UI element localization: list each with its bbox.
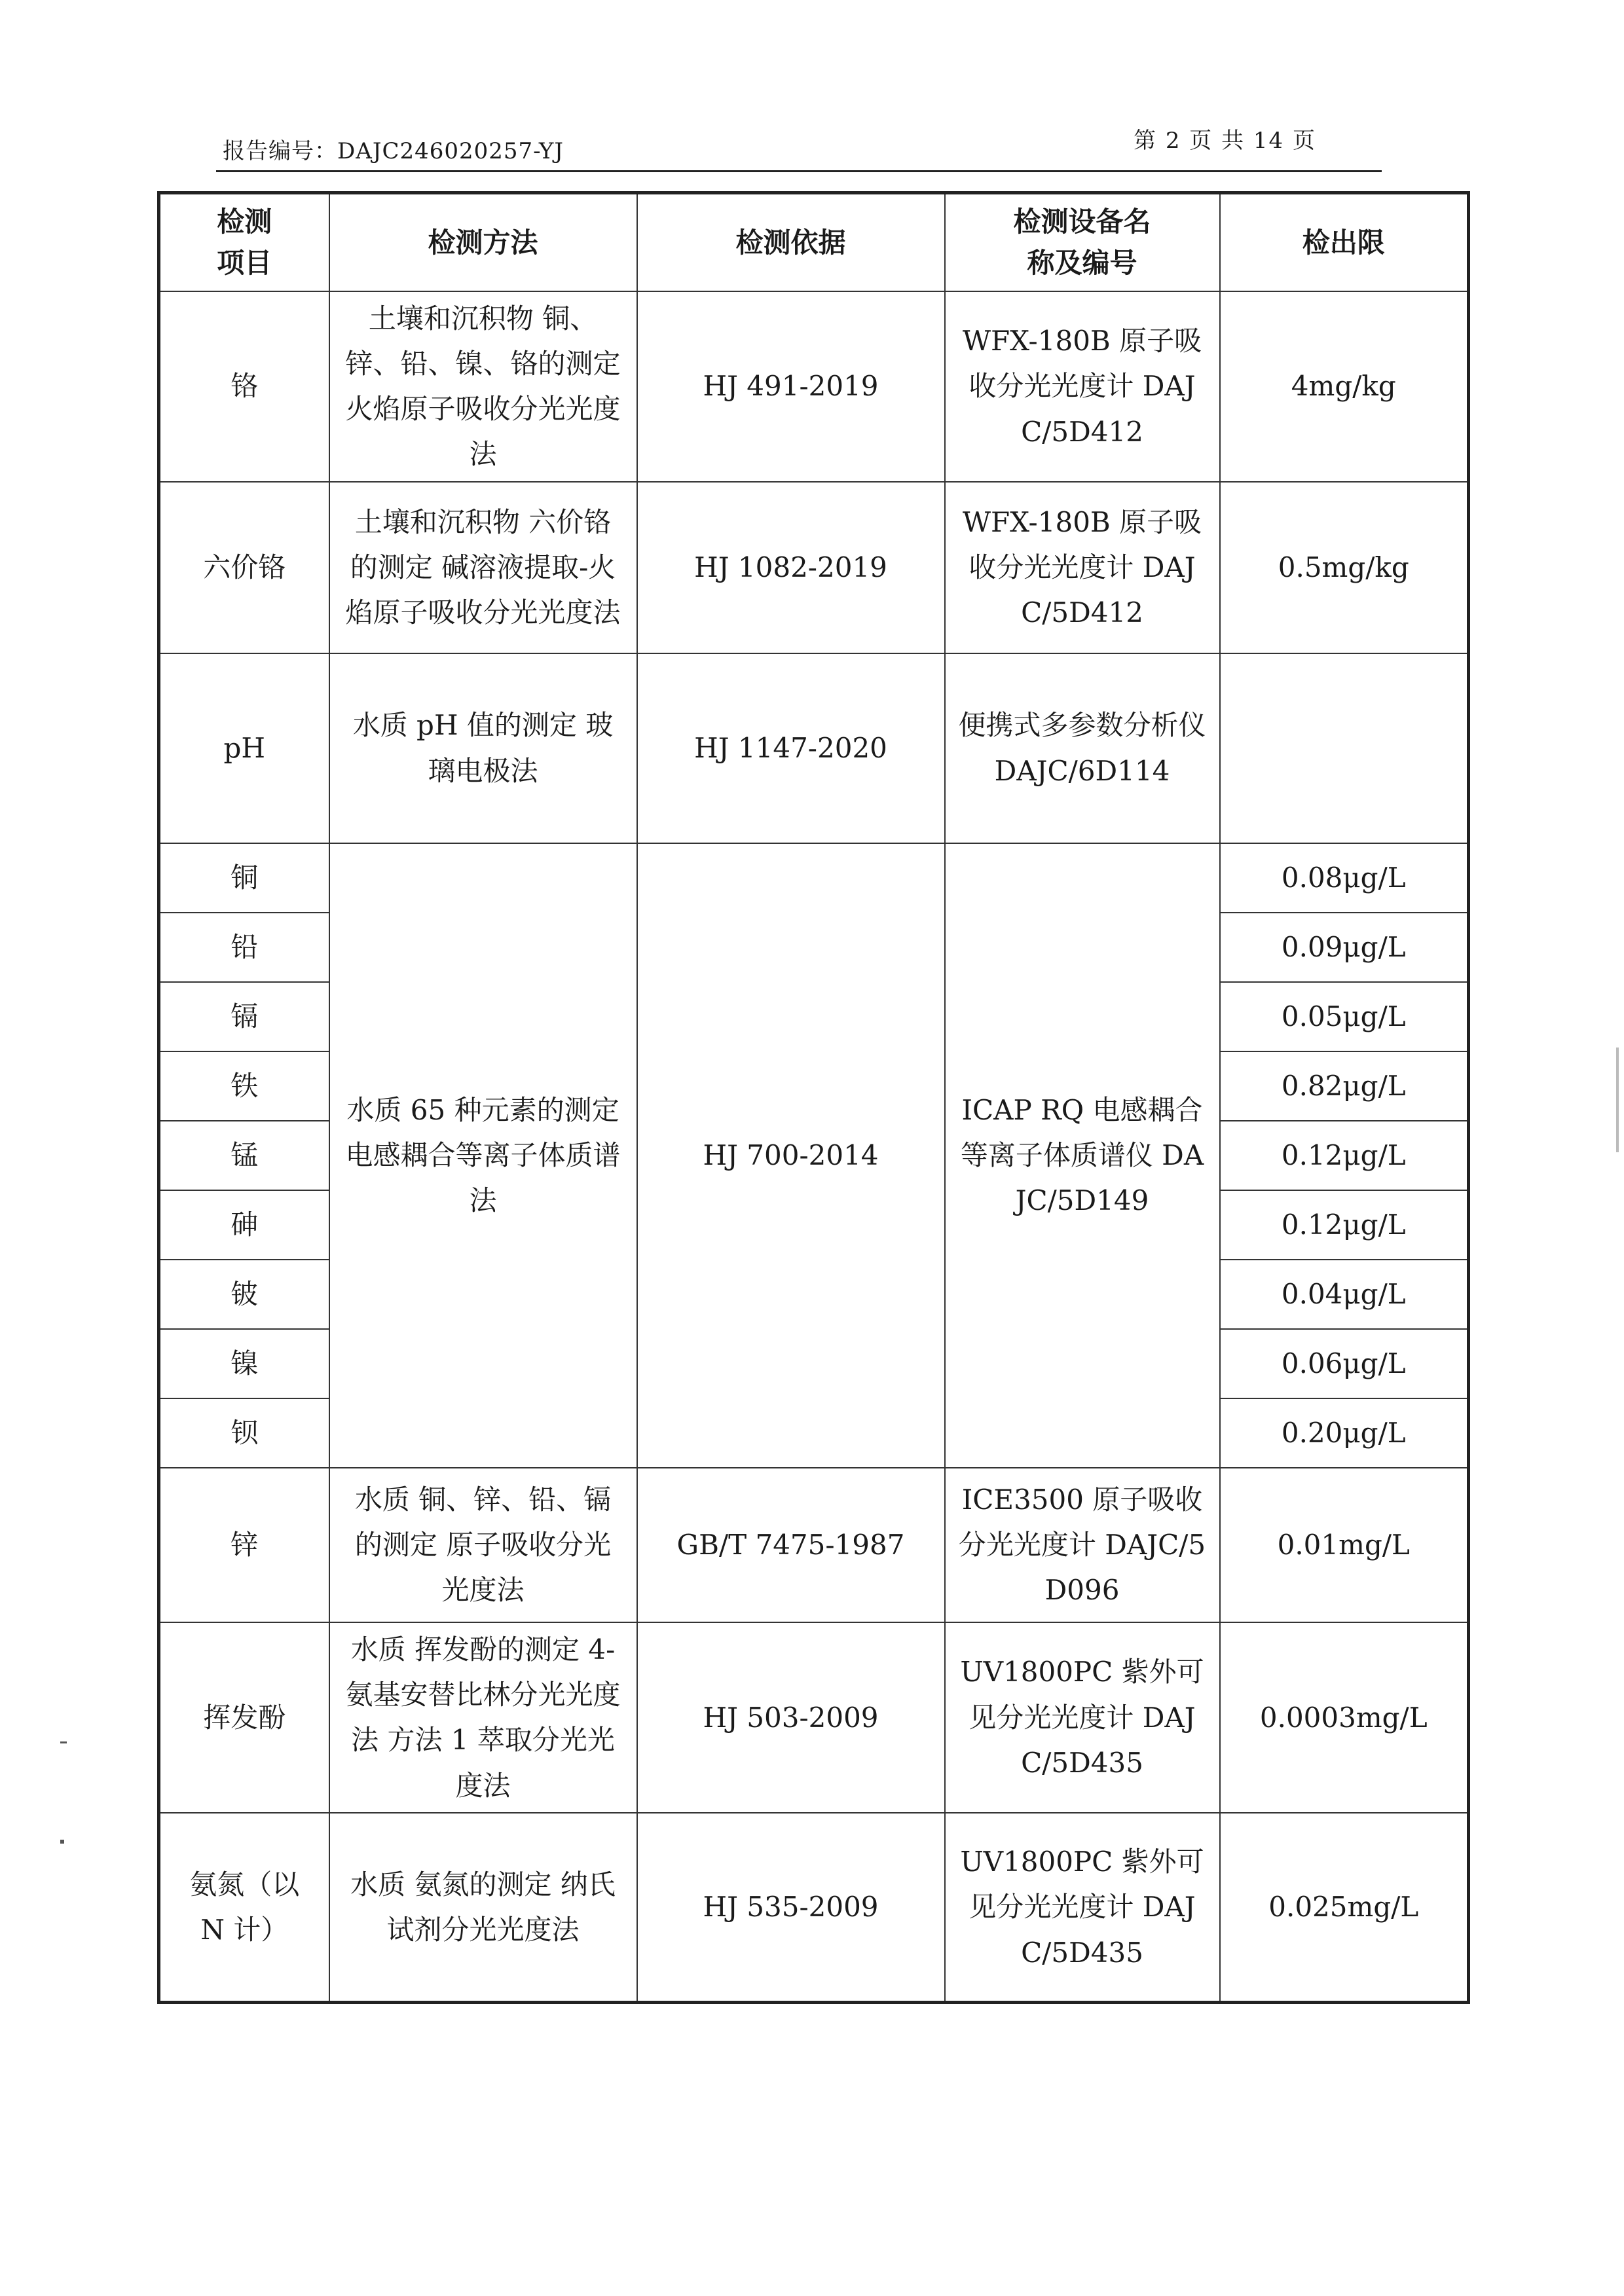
col-header-limit: 检出限 — [1220, 193, 1469, 291]
item-cell: 铁 — [159, 1051, 329, 1121]
equipment-cell: WFX-180B 原子吸收分光光度计 DAJC/5D412 — [945, 291, 1220, 482]
page-number: 第 2 页 共 14 页 — [1134, 128, 1316, 154]
method-cell: 水质 65 种元素的测定 电感耦合等离子体质谱法 — [329, 843, 637, 1468]
table-row — [159, 1813, 1469, 2003]
page-header — [216, 118, 1382, 172]
limit-cell: 0.20μg/L — [1220, 1398, 1469, 1468]
method-cell: 水质 挥发酚的测定 4-氨基安替比林分光光度法 方法 1 萃取分光光度法 — [329, 1622, 637, 1813]
table-row — [159, 482, 1469, 653]
item-cell: 铅 — [159, 913, 329, 982]
limit-cell: 0.82μg/L — [1220, 1051, 1469, 1121]
limit-cell: 0.09μg/L — [1220, 913, 1469, 982]
limit-cell — [1220, 653, 1469, 843]
col-header-method: 检测方法 — [329, 193, 637, 291]
table-header-row — [159, 193, 1469, 291]
col-header-basis: 检测依据 — [637, 193, 945, 291]
col-header-item: 检测 项目 — [159, 193, 329, 291]
limit-cell: 0.0003mg/L — [1220, 1622, 1469, 1813]
equipment-cell: ICE3500 原子吸收分光光度计 DAJC/5D096 — [945, 1468, 1220, 1622]
equipment-cell: UV1800PC 紫外可见分光光度计 DAJC/5D435 — [945, 1813, 1220, 2003]
basis-cell: HJ 503-2009 — [637, 1622, 945, 1813]
item-cell: 锰 — [159, 1121, 329, 1190]
limit-cell: 0.06μg/L — [1220, 1329, 1469, 1398]
basis-cell: HJ 700-2014 — [637, 843, 945, 1468]
report-number-label: 报告编号： — [223, 138, 337, 164]
method-cell: 土壤和沉积物 六价铬的测定 碱溶液提取-火焰原子吸收分光光度法 — [329, 482, 637, 653]
table-row — [159, 653, 1469, 843]
limit-cell: 0.01mg/L — [1220, 1468, 1469, 1622]
table-row — [159, 1622, 1469, 1813]
report-number-value: DAJC246020257-YJ — [337, 138, 564, 164]
basis-cell: GB/T 7475-1987 — [637, 1468, 945, 1622]
item-cell: 镉 — [159, 982, 329, 1051]
basis-cell: HJ 535-2009 — [637, 1813, 945, 2003]
report-number — [223, 133, 564, 165]
table-row — [159, 1468, 1469, 1622]
equipment-cell: WFX-180B 原子吸收分光光度计 DAJC/5D412 — [945, 482, 1220, 653]
method-cell: 土壤和沉积物 铜、锌、铅、镍、铬的测定 火焰原子吸收分光光度法 — [329, 291, 637, 482]
limit-cell: 0.05μg/L — [1220, 982, 1469, 1051]
limit-cell: 0.04μg/L — [1220, 1260, 1469, 1329]
test-methods-table — [157, 191, 1470, 2004]
basis-cell: HJ 491-2019 — [637, 291, 945, 482]
item-cell: 钡 — [159, 1398, 329, 1468]
col-header-equipment: 检测设备名 称及编号 — [945, 193, 1220, 291]
item-cell: 铜 — [159, 843, 329, 913]
limit-cell: 0.08μg/L — [1220, 843, 1469, 913]
equipment-cell: 便携式多参数分析仪 DAJC/6D114 — [945, 653, 1220, 843]
equipment-cell: UV1800PC 紫外可见分光光度计 DAJC/5D435 — [945, 1622, 1220, 1813]
limit-cell: 0.025mg/L — [1220, 1813, 1469, 2003]
scan-mark — [60, 1840, 64, 1844]
item-cell: 镍 — [159, 1329, 329, 1398]
item-cell: 砷 — [159, 1190, 329, 1260]
basis-cell: HJ 1147-2020 — [637, 653, 945, 843]
item-cell: 六价铬 — [159, 482, 329, 653]
method-cell: 水质 铜、锌、铅、镉的测定 原子吸收分光光度法 — [329, 1468, 637, 1622]
limit-cell: 0.5mg/kg — [1220, 482, 1469, 653]
limit-cell: 0.12μg/L — [1220, 1121, 1469, 1190]
equipment-cell: ICAP RQ 电感耦合等离子体质谱仪 DAJC/5D149 — [945, 843, 1220, 1468]
item-cell: 铍 — [159, 1260, 329, 1329]
method-cell: 水质 pH 值的测定 玻璃电极法 — [329, 653, 637, 843]
method-cell: 水质 氨氮的测定 纳氏试剂分光光度法 — [329, 1813, 637, 2003]
basis-cell: HJ 1082-2019 — [637, 482, 945, 653]
item-cell: pH — [159, 653, 329, 843]
limit-cell: 4mg/kg — [1220, 291, 1469, 482]
item-cell: 挥发酚 — [159, 1622, 329, 1813]
item-cell: 氨氮（以 N 计） — [159, 1813, 329, 2003]
table-row — [159, 291, 1469, 482]
table-row — [159, 843, 1469, 913]
scan-mark — [60, 1741, 67, 1743]
item-cell: 锌 — [159, 1468, 329, 1622]
limit-cell: 0.12μg/L — [1220, 1190, 1469, 1260]
item-cell: 铬 — [159, 291, 329, 482]
scan-mark — [1616, 1048, 1619, 1152]
